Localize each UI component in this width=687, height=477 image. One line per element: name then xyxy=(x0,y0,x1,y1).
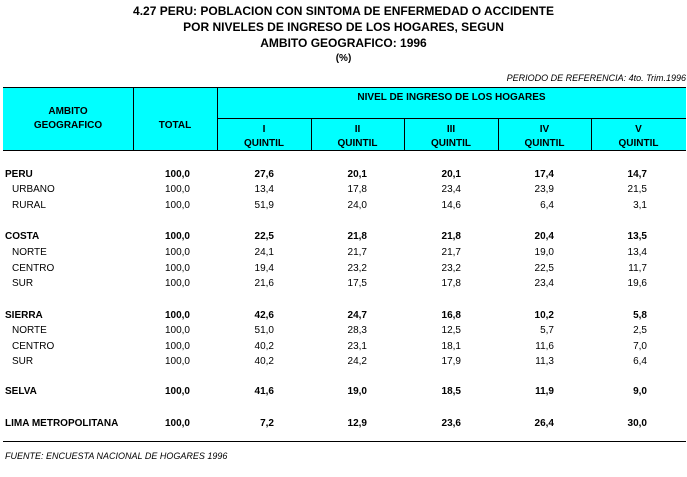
quintil-4-cell: 19,0 xyxy=(534,247,554,258)
quintil-3-cell: 21,7 xyxy=(441,247,461,258)
row-label: NORTE xyxy=(12,325,47,336)
header-ambito-line2: GEOGRAFICO xyxy=(33,120,103,131)
quintil-5-cell: 9,0 xyxy=(633,386,647,397)
reference-period: PERIODO DE REFERENCIA: 4to. Trim.1996 xyxy=(506,73,686,83)
quintil-1-cell: 42,6 xyxy=(254,310,274,321)
quintil-1-cell: 13,4 xyxy=(254,184,274,195)
row-label: COSTA xyxy=(5,231,40,242)
table-row xyxy=(0,308,687,323)
total-cell: 100,0 xyxy=(164,341,190,352)
table-row xyxy=(0,384,687,399)
quintil-3-cell: 16,8 xyxy=(441,310,461,321)
quintil-1-cell: 40,2 xyxy=(254,341,274,352)
quintil-4-cell: 23,4 xyxy=(534,278,554,289)
row-label: SUR xyxy=(12,278,34,289)
header-divider xyxy=(133,88,134,150)
row-label: CENTRO xyxy=(12,341,55,352)
header-quintil-3 xyxy=(404,123,498,151)
total-cell: 100,0 xyxy=(164,310,190,321)
quintil-2-cell: 21,7 xyxy=(347,247,367,258)
total-cell: 100,0 xyxy=(164,386,190,397)
header-quintil-2 xyxy=(311,123,404,151)
quintil-2-cell: 24,2 xyxy=(347,356,367,367)
quintil-5-cell: 19,6 xyxy=(627,278,647,289)
table-row xyxy=(0,354,687,369)
quintil-5-cell: 6,4 xyxy=(633,356,647,367)
quintil-3-cell: 18,5 xyxy=(441,386,461,397)
quintil-4-cell: 5,7 xyxy=(540,325,554,336)
table-row xyxy=(0,276,687,291)
table-row xyxy=(0,245,687,260)
quintil-4-cell: 6,4 xyxy=(540,200,554,211)
quintil-5-cell: 11,7 xyxy=(628,263,647,274)
quintil-5-cell: 14,7 xyxy=(627,169,647,180)
quintil-1-cell: 7,2 xyxy=(260,418,274,429)
quintil-label: QUINTIL xyxy=(337,138,378,149)
quintil-3-cell: 21,8 xyxy=(441,231,461,242)
quintil-2-cell: 12,9 xyxy=(347,418,367,429)
quintil-4-cell: 26,4 xyxy=(534,418,554,429)
quintil-1-cell: 51,9 xyxy=(254,200,274,211)
table-row xyxy=(0,416,687,431)
quintil-4-cell: 11,9 xyxy=(535,386,554,397)
quintil-number: V xyxy=(635,124,642,135)
quintil-1-cell: 41,6 xyxy=(254,386,274,397)
row-label: CENTRO xyxy=(12,263,55,274)
quintil-2-cell: 21,8 xyxy=(347,231,367,242)
quintil-3-cell: 23,2 xyxy=(441,263,461,274)
row-label: SUR xyxy=(12,356,34,367)
table-header xyxy=(3,87,686,151)
quintil-3-cell: 18,1 xyxy=(441,341,461,352)
quintil-5-cell: 3,1 xyxy=(633,200,647,211)
quintil-4-cell: 23,9 xyxy=(534,184,554,195)
row-label: RURAL xyxy=(12,200,46,211)
quintil-2-cell: 24,0 xyxy=(347,200,367,211)
total-cell: 100,0 xyxy=(164,247,190,258)
quintil-3-cell: 17,8 xyxy=(441,278,461,289)
total-cell: 100,0 xyxy=(164,200,190,211)
source-note: FUENTE: ENCUESTA NACIONAL DE HOGARES 1996 xyxy=(5,451,228,461)
total-cell: 100,0 xyxy=(164,231,190,242)
header-total: TOTAL xyxy=(158,120,192,131)
quintil-1-cell: 40,2 xyxy=(254,356,274,367)
quintil-2-cell: 17,5 xyxy=(347,278,367,289)
quintil-number: II xyxy=(354,124,361,135)
quintil-3-cell: 17,9 xyxy=(441,356,461,367)
title-unit: (%) xyxy=(335,53,352,64)
header-quintil-1 xyxy=(217,123,311,151)
header-divider xyxy=(217,118,686,119)
quintil-4-cell: 20,4 xyxy=(534,231,554,242)
quintil-label: QUINTIL xyxy=(524,138,565,149)
table-row xyxy=(0,339,687,354)
table-title xyxy=(0,3,687,67)
quintil-label: QUINTIL xyxy=(618,138,659,149)
table-row xyxy=(0,182,687,197)
row-label: LIMA METROPOLITANA xyxy=(5,418,119,429)
quintil-2-cell: 20,1 xyxy=(347,169,367,180)
quintil-1-cell: 21,6 xyxy=(254,278,274,289)
title-line-2: POR NIVELES DE INGRESO DE LOS HOGARES, SEGUN xyxy=(183,20,504,34)
title-line-1: 4.27 PERU: POBLACION CON SINTOMA DE ENFERMEDAD O ACCIDENTE xyxy=(133,4,554,18)
quintil-2-cell: 23,1 xyxy=(347,341,367,352)
quintil-5-cell: 13,5 xyxy=(627,231,647,242)
total-cell: 100,0 xyxy=(164,263,190,274)
total-cell: 100,0 xyxy=(164,184,190,195)
quintil-1-cell: 19,4 xyxy=(254,263,274,274)
quintil-4-cell: 17,4 xyxy=(534,169,554,180)
quintil-3-cell: 12,5 xyxy=(441,325,461,336)
quintil-5-cell: 2,5 xyxy=(633,325,647,336)
quintil-3-cell: 23,4 xyxy=(441,184,461,195)
title-line-3: AMBITO GEOGRAFICO: 1996 xyxy=(260,36,427,50)
table-row xyxy=(0,198,687,213)
quintil-3-cell: 14,6 xyxy=(441,200,461,211)
table-row xyxy=(0,323,687,338)
header-quintil-5 xyxy=(591,123,686,151)
header-nivel: NIVEL DE INGRESO DE LOS HOGARES xyxy=(357,92,546,103)
header-quintil-4 xyxy=(498,123,591,151)
header-ambito xyxy=(3,105,133,133)
quintil-3-cell: 20,1 xyxy=(441,169,461,180)
quintil-label: QUINTIL xyxy=(244,138,284,149)
quintil-5-cell: 7,0 xyxy=(633,341,647,352)
quintil-4-cell: 11,3 xyxy=(535,356,554,367)
quintil-1-cell: 22,5 xyxy=(254,231,274,242)
row-label: NORTE xyxy=(12,247,47,258)
table-row xyxy=(0,167,687,182)
total-cell: 100,0 xyxy=(164,278,190,289)
table-bottom-rule xyxy=(3,441,686,442)
total-cell: 100,0 xyxy=(164,325,190,336)
quintil-number: IV xyxy=(539,124,550,135)
quintil-1-cell: 51,0 xyxy=(254,325,274,336)
quintil-5-cell: 5,8 xyxy=(633,310,647,321)
quintil-4-cell: 10,2 xyxy=(534,310,554,321)
quintil-1-cell: 24,1 xyxy=(254,247,274,258)
total-cell: 100,0 xyxy=(164,356,190,367)
quintil-2-cell: 23,2 xyxy=(347,263,367,274)
quintil-number: III xyxy=(446,124,456,135)
quintil-2-cell: 17,8 xyxy=(347,184,367,195)
quintil-5-cell: 13,4 xyxy=(627,247,647,258)
row-label: URBANO xyxy=(12,184,55,195)
quintil-2-cell: 19,0 xyxy=(347,386,367,397)
quintil-5-cell: 21,5 xyxy=(627,184,647,195)
quintil-1-cell: 27,6 xyxy=(254,169,274,180)
row-label: PERU xyxy=(5,169,33,180)
quintil-5-cell: 30,0 xyxy=(627,418,647,429)
row-label: SIERRA xyxy=(5,310,43,321)
quintil-number: I xyxy=(262,124,266,135)
table-row xyxy=(0,229,687,244)
total-cell: 100,0 xyxy=(164,418,190,429)
quintil-2-cell: 28,3 xyxy=(347,325,367,336)
quintil-4-cell: 22,5 xyxy=(534,263,554,274)
quintil-2-cell: 24,7 xyxy=(347,310,367,321)
row-label: SELVA xyxy=(5,386,37,397)
table-row xyxy=(0,261,687,276)
quintil-4-cell: 11,6 xyxy=(535,341,554,352)
header-ambito-line1: AMBITO xyxy=(48,106,88,117)
total-cell: 100,0 xyxy=(164,169,190,180)
quintil-3-cell: 23,6 xyxy=(441,418,461,429)
quintil-label: QUINTIL xyxy=(431,138,471,149)
